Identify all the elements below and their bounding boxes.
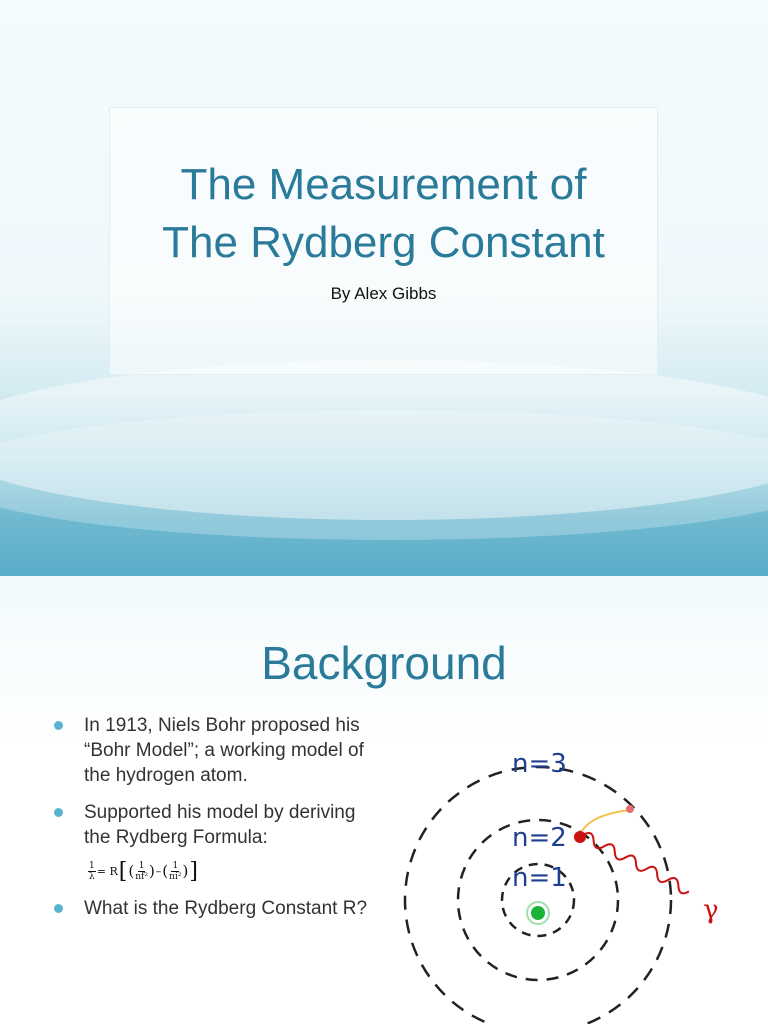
bullet-item (54, 896, 374, 921)
background-wave (0, 410, 768, 540)
transition-path (580, 810, 630, 835)
formula-ni2: ni² (169, 872, 182, 882)
bullet-dot-icon (54, 808, 63, 817)
slide-subtitle: By Alex Gibbs (330, 284, 437, 303)
formula-nf2: nf² (135, 872, 148, 882)
bullet-dot-icon (54, 904, 63, 913)
title-line-2: The Rydberg Constant (162, 218, 605, 267)
formula-lambda: λ (89, 872, 95, 882)
bullet-text: Supported his model by deriving the Rydberg Formula: (84, 802, 356, 848)
title-placeholder (109, 107, 658, 375)
label-n1: n=1 (512, 863, 567, 893)
label-n3: n=3 (512, 749, 567, 779)
bohr-model-diagram (398, 740, 723, 1024)
bullet-text: In 1913, Niels Bohr proposed his “Bohr Model”; a working model of the hydrogen atom. (84, 715, 364, 786)
electron-n3 (626, 805, 634, 813)
slide-title (110, 156, 657, 272)
background-slide (0, 576, 768, 1024)
bullet-item (54, 800, 374, 884)
label-gamma: γ (703, 895, 719, 925)
title-line-1: The Measurement of (180, 160, 587, 209)
formula-one: 1 (172, 861, 179, 871)
bullet-dot-icon (54, 721, 63, 730)
formula-equals-r: = R (96, 865, 118, 878)
nucleus (531, 906, 545, 920)
formula-minus: – (155, 865, 162, 878)
bullet-item (54, 713, 374, 788)
electron-n2 (574, 831, 586, 843)
bullet-text: What is the Rydberg Constant R? (84, 898, 368, 919)
label-n2: n=2 (512, 823, 567, 853)
formula-one: 1 (89, 861, 95, 871)
rydberg-formula: $\frac{1}{\lambda}$ = R [ ( $\frac{1}{\text{nf²}}$ ) – ( $\frac{1}{\text{ni²}}$ ) ] (89, 858, 198, 884)
photon-wave (581, 831, 692, 896)
formula-one: 1 (138, 861, 145, 871)
bullet-list (54, 713, 374, 933)
slide-heading: Background (261, 637, 507, 689)
